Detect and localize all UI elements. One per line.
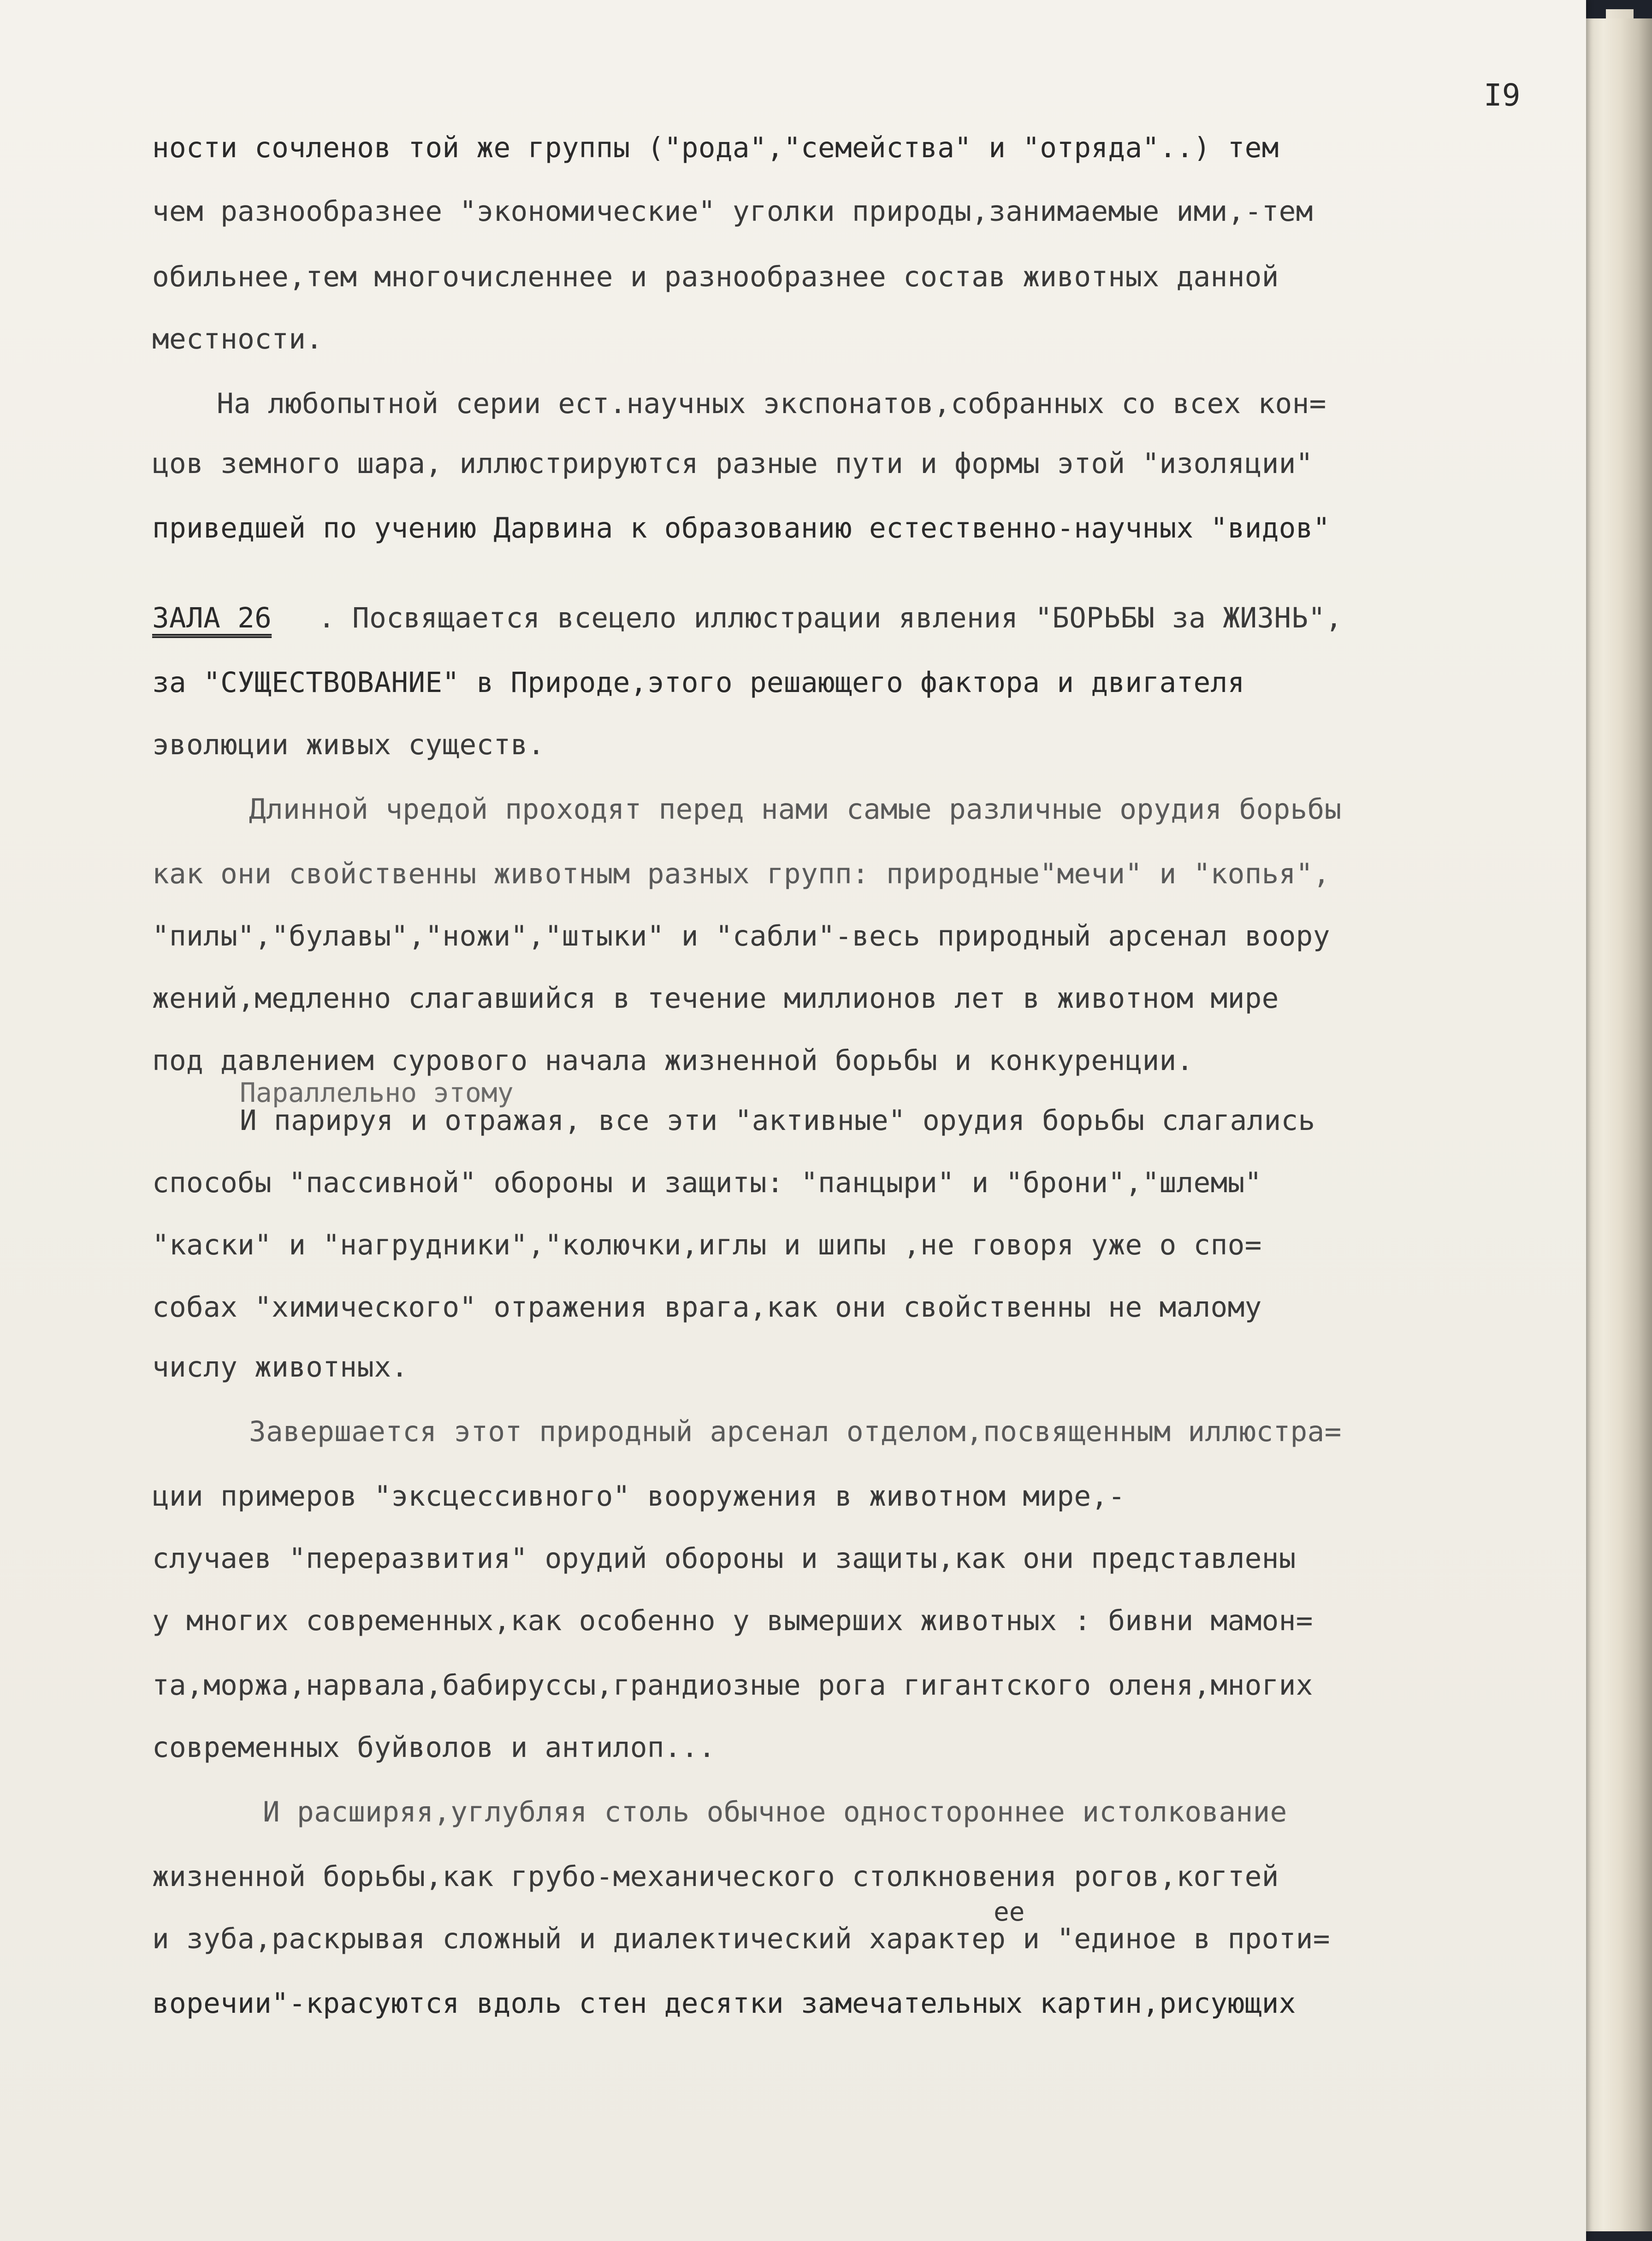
text-line: . Посвящается всецело иллюстрации явления "БОРЬБЫ за ЖИЗНЬ", — [318, 602, 1343, 634]
text-line: цов земного шара, иллюстрируются разные пути и формы этой "изоляции" — [152, 447, 1313, 480]
text-line: "пилы","булавы","ножи","штыки" и "сабли"-весь природный арсенал воору — [152, 920, 1330, 952]
text-line: современных буйволов и антилоп... — [152, 1731, 716, 1764]
text-line: местности. — [152, 323, 323, 355]
text-line: Завершается этот природный арсенал отделом,посвященным иллюстра= — [249, 1415, 1342, 1448]
text-line: чем разнообразнее "экономические" уголки природы,занимаемые ими,-тем — [152, 195, 1313, 228]
text-line: И расширяя,углубляя столь обычное одностороннее истолкование — [263, 1796, 1287, 1828]
text-line: Длинной чредой проходят перед нами самые различные орудия борьбы — [249, 793, 1342, 826]
text-line: за "СУЩЕСТВОВАНИЕ" в Природе,этого решающего фактора и двигателя — [152, 666, 1245, 699]
text-line: На любопытной серии ест.научных экспонатов,собранных со всех кон= — [217, 387, 1326, 420]
text-line: случаев "переразвития" орудий обороны и защиты,как они представлены — [152, 1542, 1296, 1575]
text-line: воречии"-красуются вдоль стен десятки замечательных картин,рисующих — [152, 1987, 1296, 2020]
text-line: жизненной борьбы,как грубо-механического столкновения рогов,когтей — [152, 1860, 1279, 1893]
text-line: "каски" и "нагрудники","колючки,иглы и шипы ,не говоря уже о спо= — [152, 1229, 1262, 1261]
text-line: И парируя и отражая, все эти "активные" орудия борьбы слагались — [240, 1104, 1315, 1137]
text-line: ности сочленов той же группы ("рода","семейства" и "отряда"..) тем — [152, 131, 1279, 164]
text-line: жений,медленно слагавшийся в течение миллионов лет в животном мире — [152, 982, 1279, 1015]
text-line: под давлением сурового начала жизненной борьбы и конкуренции. — [152, 1044, 1194, 1077]
text-line: собах "химического" отражения врага,как они свойственны не малому — [152, 1291, 1262, 1324]
text-line: приведшей по учению Дарвина к образованию естественно-научных "видов" — [152, 512, 1330, 544]
text-line: ции примеров "эксцессивного" вооружения в животном мире,- — [152, 1480, 1125, 1513]
text-line: эволюции живых существ. — [152, 728, 545, 761]
overprinted-text: Параллельно этому — [240, 1077, 514, 1108]
text-line: способы "пассивной" обороны и защиты: "панцыри" и "брони","шлемы" — [152, 1166, 1262, 1199]
text-line: и зуба,раскрывая сложный и диалектический характер и "единое в проти= — [152, 1922, 1330, 1955]
hall-heading: ЗАЛА 26 — [152, 602, 272, 634]
text-line: как они свойственны животным разных групп: природные"мечи" и "копья", — [152, 857, 1330, 890]
text-line: у многих современных,как особенно у вымерших животных : бивни мамон= — [152, 1604, 1313, 1637]
page-number: I9 — [1484, 77, 1521, 113]
text-line: обильнее,тем многочисленнее и разнообразнее состав животных данной — [152, 260, 1279, 293]
text-line: числу животных. — [152, 1351, 409, 1384]
handwritten-insert: ее — [994, 1897, 1025, 1927]
text-line: та,моржа,нарвала,бабируссы,грандиозные рога гигантского оленя,многих — [152, 1669, 1313, 1702]
